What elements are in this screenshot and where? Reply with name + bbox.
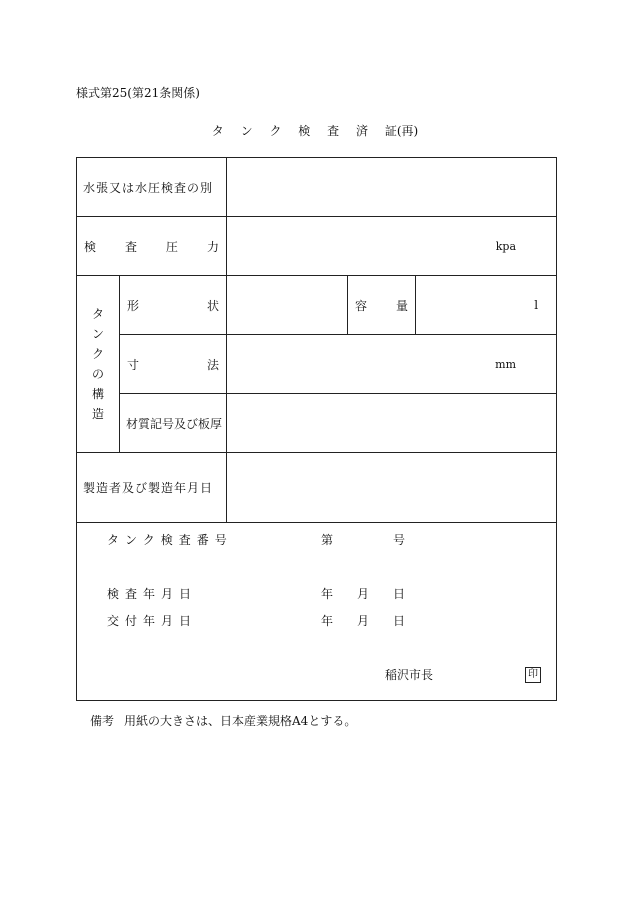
row-issuance [77, 523, 557, 701]
number-prefix: 第 [321, 533, 334, 547]
label-char: 形 [127, 298, 140, 313]
row-test-type [77, 158, 557, 217]
structure-label-cell [77, 276, 120, 453]
material-value-cell[interactable] [227, 394, 557, 453]
title-char: 証 [384, 124, 397, 138]
label-char: 寸 [127, 357, 140, 372]
row-dimensions [77, 335, 557, 394]
label-cell [120, 276, 227, 335]
dimension-unit: mm [495, 357, 517, 371]
remarks-key: 備考 [90, 714, 115, 728]
title-char: 済 [355, 124, 368, 138]
title-char: 査 [327, 124, 340, 138]
day-label: 日 [393, 587, 406, 601]
label-char: 法 [207, 357, 220, 372]
row-maker [77, 453, 557, 523]
capacity-unit: l [534, 298, 539, 312]
label-char: の [91, 367, 104, 381]
label-char: 検 [84, 239, 97, 254]
label-char: 容 [355, 298, 368, 313]
form-reference: 様式第25(第21条関係) [76, 86, 200, 100]
label-char: 状 [207, 298, 220, 313]
title-char: 検 [298, 124, 311, 138]
label-cell [77, 158, 227, 217]
title-char: ン [240, 124, 253, 138]
remarks-note [90, 712, 356, 729]
title-char: ク [269, 124, 282, 138]
row-shape [77, 276, 557, 335]
issuer-name: 稲沢市長 [385, 668, 434, 682]
day-label: 日 [393, 614, 406, 628]
label-char: 構 [91, 387, 104, 401]
label-char: 量 [396, 298, 409, 313]
dimension-value-cell[interactable] [227, 335, 557, 394]
label-char: 造 [91, 407, 104, 421]
month-label: 月 [357, 614, 370, 628]
label-cell [348, 276, 416, 335]
row-material [77, 394, 557, 453]
test-type-label: 水張又は水圧検査の別 [83, 180, 214, 195]
issue-date-label: 交付年月日 [107, 614, 198, 628]
title-suffix: (再) [396, 124, 419, 138]
document-title [0, 122, 630, 139]
label-cell [120, 335, 227, 394]
dimension-label [120, 356, 226, 373]
test-pressure-value-cell[interactable] [227, 217, 557, 276]
label-char: ク [91, 347, 104, 361]
row-test-pressure [77, 217, 557, 276]
label-cell [77, 453, 227, 523]
test-pressure-label [77, 238, 226, 255]
year-label: 年 [321, 587, 334, 601]
tank-inspection-number-label: タンク検査番号 [107, 533, 233, 547]
seal-mark: 印 [525, 667, 541, 683]
number-suffix: 号 [393, 533, 406, 547]
label-char: 査 [125, 239, 138, 254]
label-char: 圧 [166, 239, 179, 254]
issuance-cell [77, 523, 557, 701]
tank-structure-label [77, 304, 119, 424]
month-label: 月 [357, 587, 370, 601]
test-type-value-cell[interactable] [227, 158, 557, 217]
capacity-label [348, 297, 415, 314]
capacity-value-cell[interactable] [416, 276, 557, 335]
shape-label [120, 297, 226, 314]
material-label: 材質記号及び板厚 [126, 416, 223, 431]
maker-value-cell[interactable] [227, 453, 557, 523]
remarks-text: 用紙の大きさは、日本産業規格A4とする。 [124, 714, 357, 728]
title-char: タ [211, 124, 224, 138]
inspection-date-label: 検査年月日 [107, 587, 198, 601]
label-cell [120, 394, 227, 453]
inspection-form-table [76, 157, 557, 701]
label-char: 力 [207, 239, 220, 254]
year-label: 年 [321, 614, 334, 628]
label-char: タ [91, 307, 104, 321]
label-cell [77, 217, 227, 276]
pressure-unit: kpa [495, 239, 517, 253]
label-char: ン [91, 327, 104, 341]
maker-label: 製造者及び製造年月日 [83, 481, 214, 495]
shape-value-cell[interactable] [227, 276, 348, 335]
